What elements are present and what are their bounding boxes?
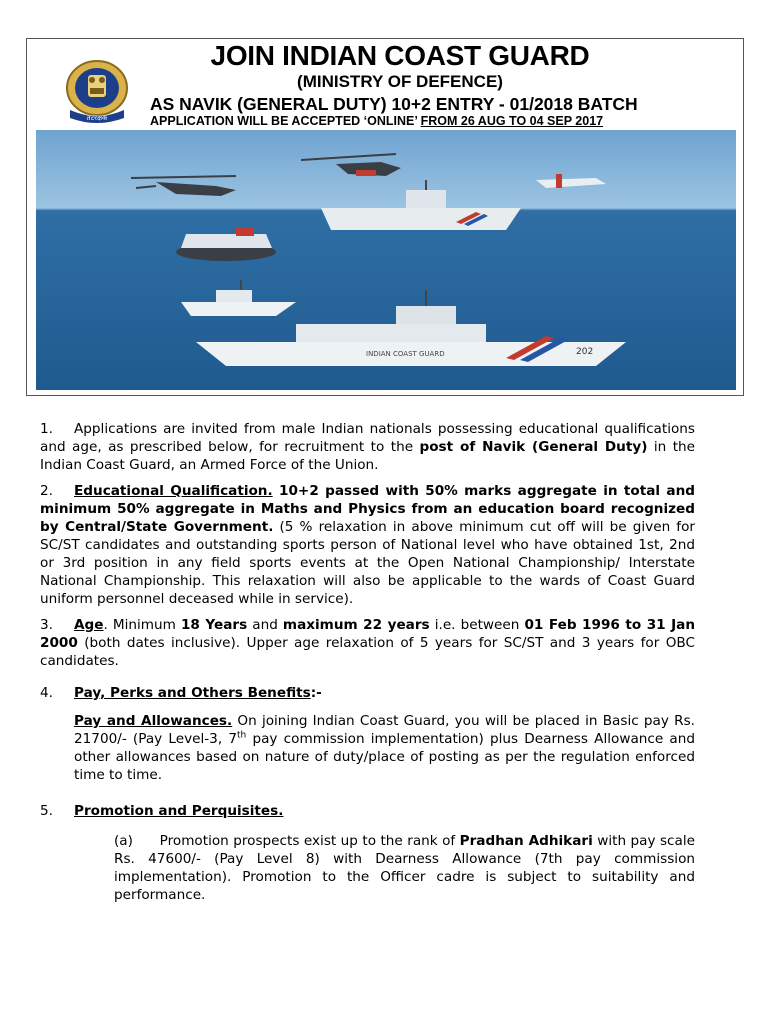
paragraph-3: [40, 616, 695, 670]
qualification-text: 10+2 passed with 50% marks aggregate in total and minimum 50% aggregate in Maths and Physics from an education board recognized by Central/State Government.: [40, 483, 695, 535]
paragraph-number: 2.: [40, 483, 53, 499]
paragraph-text: and: [247, 617, 283, 633]
paragraph-number: 4.: [40, 685, 53, 701]
ship-number: 202: [576, 347, 594, 357]
paragraph-5-sub: [114, 832, 695, 904]
batch-heading: AS NAVIK (GENERAL DUTY) 10+2 ENTRY - 01/2018 BATCH: [150, 94, 638, 114]
section-heading: Age: [74, 617, 104, 633]
superscript: th: [237, 730, 247, 741]
paragraph-text: with pay scale Rs. 47600/- (Pay Level 8) with Dearness Allowance (7th pay commission implementation). Promotion to the Officer cadre is subject to suitability and performance.: [114, 833, 695, 903]
application-dates: [150, 114, 710, 128]
emblem-text: तटरक्षक: [86, 114, 108, 122]
paragraph-text: in the Indian Coast Guard, an Armed Force of the Union.: [40, 439, 695, 473]
birth-date-range: 01 Feb 1996 to 31 Jan 2000: [40, 617, 696, 651]
paragraph-text: . Minimum: [103, 617, 181, 633]
dates-range: FROM 26 AUG TO 04 SEP 2017: [420, 114, 604, 128]
section-heading: Promotion and Perquisites.: [74, 803, 284, 819]
paragraph-text: pay commission implementation) plus Dearness Allowance and other allowances based on nature of duty/place of posting as per the regulation enforced time to time.: [74, 731, 695, 783]
section-heading: Pay, Perks and Others Benefits: [74, 685, 311, 701]
document-body: [40, 420, 695, 912]
paragraph-text: Promotion prospects exist up to the rank of: [132, 833, 460, 849]
ship-label: INDIAN COAST GUARD: [366, 350, 445, 358]
paragraph-text: (both dates inclusive). Upper age relaxation of 5 years for SC/ST and 3 years for OBC candidates.: [40, 635, 695, 669]
coast-guard-fleet-photo: [36, 130, 736, 390]
paragraph-4-sub: [74, 712, 695, 784]
max-age: maximum 22 years: [282, 617, 430, 633]
post-name: post of Navik (General Duty): [419, 439, 648, 455]
paragraph-text: i.e. between: [429, 617, 525, 633]
dates-prefix: APPLICATION WILL BE ACCEPTED ‘ONLINE’: [150, 114, 421, 128]
min-age: 18 Years: [180, 617, 248, 633]
page-title: JOIN INDIAN COAST GUARD: [210, 40, 590, 71]
section-heading: Educational Qualification.: [74, 483, 273, 499]
coast-guard-emblem-icon: [58, 58, 136, 128]
paragraph-5: [40, 802, 695, 820]
paragraph-number: 3.: [40, 617, 53, 633]
heading-suffix: :-: [310, 685, 322, 701]
sub-label: (a): [114, 833, 133, 849]
paragraph-text: Applications are invited from male Indian nationals possessing educational qualifications and age, as prescribed below, for recruitment to the: [40, 421, 695, 455]
sub-heading: Pay and Allowances.: [74, 713, 233, 729]
rank-name: Pradhan Adhikari: [459, 833, 593, 849]
paragraph-text: (5 % relaxation in above minimum cut off will be given for SC/ST candidates and outstanding sports person of National level who have obtained 1st, 2nd or 3rd position in any field sports events at the Open National Championship/ Interstate National Championship. This relaxation will also be applicable to the wards of Coast Guard uniform personnel deceased while in service).: [40, 519, 695, 607]
paragraph-4: [40, 684, 695, 702]
paragraph-2: [40, 482, 695, 608]
ministry-subtitle: (MINISTRY OF DEFENCE): [297, 72, 503, 91]
paragraph-1: [40, 420, 695, 474]
paragraph-number: 1.: [40, 421, 53, 437]
paragraph-number: 5.: [40, 803, 53, 819]
paragraph-text: On joining Indian Coast Guard, you will be placed in Basic pay Rs. 21700/- (Pay Level-3, 7: [74, 713, 696, 747]
